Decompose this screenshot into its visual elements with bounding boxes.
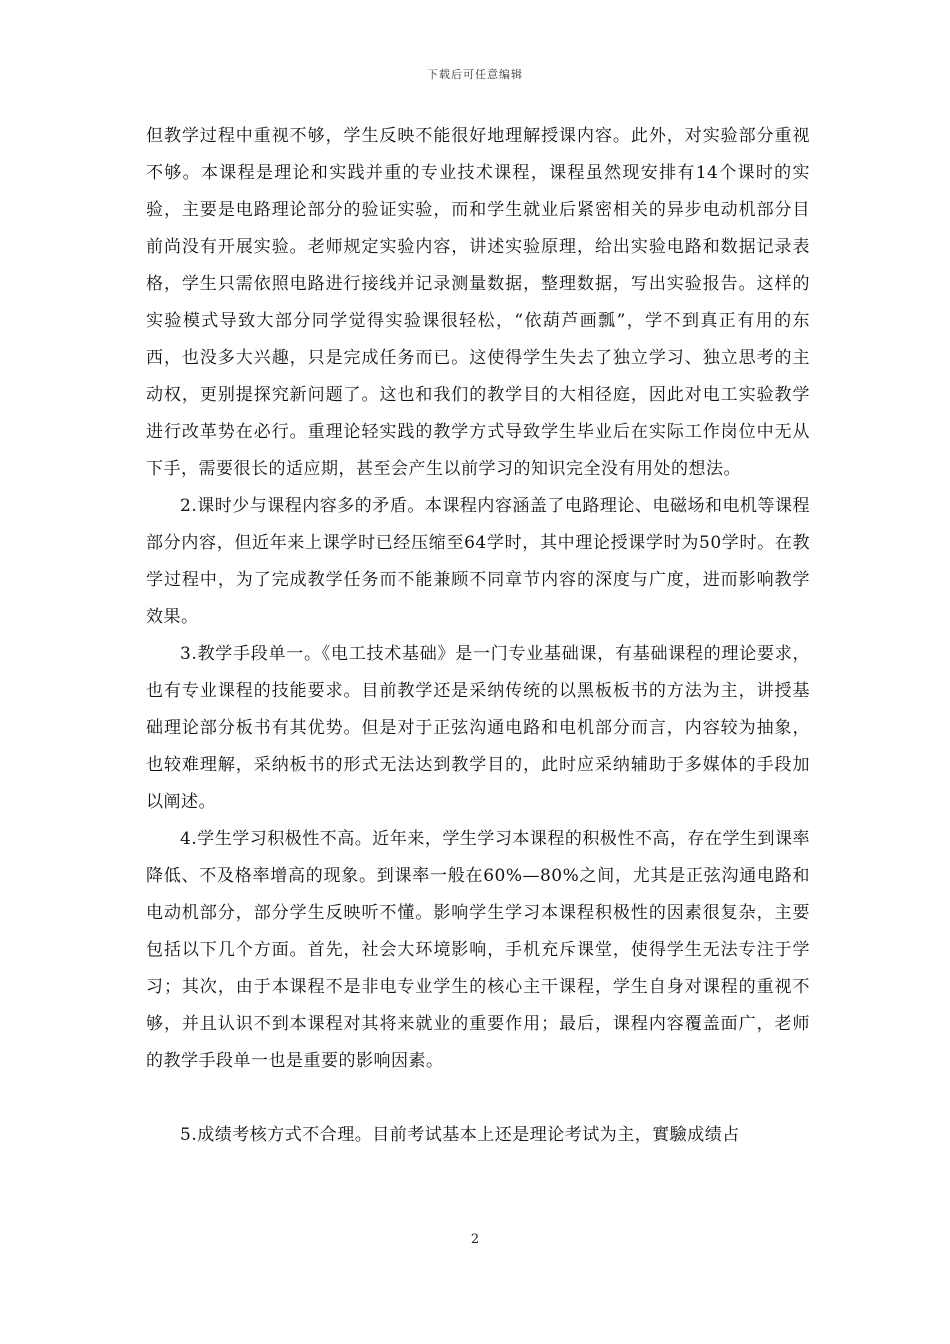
paragraph-gap (146, 1080, 810, 1117)
paragraph-2: 2.课时少与课程内容多的矛盾。本课程内容涵盖了电路理论、电磁场和电机等课程部分内容，但近年来上课学时已经压缩至64学时，其中理论授课学时为50学时。在教学过程中，为了完成教学任务而不能兼顾不同章节内容的深度与广度，进而影响教学效果。 (146, 496, 810, 627)
paragraph-3: 3.教学手段单一。《电工技术基础》是一门专业基础课，有基础课程的理论要求，也有专业课程的技能要求。目前教学还是采纳传统的以黑板板书的方法为主，讲授基础理论部分板书有其优势。但是对于正弦沟通电路和电机部分而言，内容较为抽象，也较难理解，采纳板书的形式无法达到教学目的，此时应采纳辅助于多媒体的手段加以阐述。 (146, 644, 810, 812)
page-number: 2 (470, 1232, 480, 1247)
document-body (146, 118, 810, 1154)
paragraph-1: 但教学过程中重视不够，学生反映不能很好地理解授课内容。此外，对实验部分重视不够。本课程是理论和实践并重的专业技术课程，课程虽然现安排有14个课时的实验，主要是电路理论部分的验证实验，而和学生就业后紧密相关的异步电动机部分目前尚没有开展实验。老师规定实验内容，讲述实验原理，给出实验电路和数据记录表格，学生只需依照电路进行接线并记录测量数据，整理数据，写出实验报告。这样的实验模式导致大部分同学觉得实验课很轻松，“依葫芦画瓢”，学不到真正有用的东西，也没多大兴趣，只是完成任务而已。这使得学生失去了独立学习、独立思考的主动权，更别提探究新问题了。这也和我们的教学目的大相径庭，因此对电工实验教学进行改革势在必行。重理论轻实践的教学方式导致学生毕业后在实际工作岗位中无从下手，需要很长的适应期，甚至会产生以前学习的知识完全没有用处的想法。 (146, 126, 810, 479)
page-header: 下载后可任意编辑 (427, 68, 523, 81)
paragraph-4: 4.学生学习积极性不高。近年来，学生学习本课程的积极性不高，存在学生到课率降低、不及格率增高的现象。到课率一般在60%—80%之间，尤其是正弦沟通电路和电动机部分，部分学生反映听不懂。影响学生学习本课程积极性的因素很复杂，主要包括以下几个方面。首先，社会大环境影响，手机充斥课堂，使得学生无法专注于学习；其次，由于本课程不是非电专业学生的核心主干课程，学生自身对课程的重视不够，并且认识不到本课程对其将来就业的重要作用；最后，课程内容覆盖面广，老师的教学手段单一也是重要的影响因素。 (146, 829, 810, 1071)
paragraph-5: 5.成绩考核方式不合理。目前考试基本上还是理论考试为主，實驗成绩占 (180, 1125, 740, 1145)
